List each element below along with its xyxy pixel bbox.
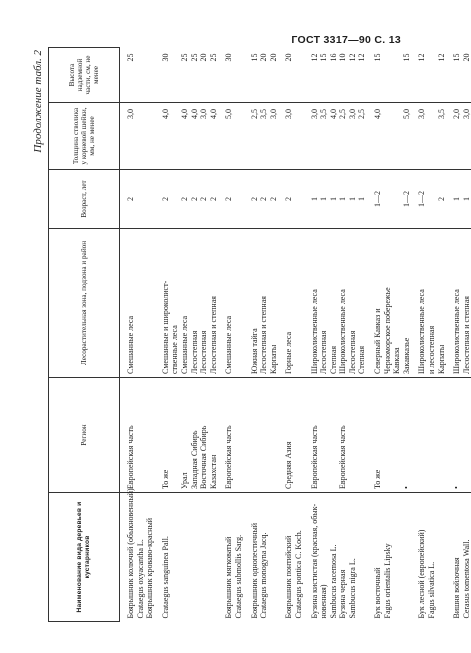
cell-zone: Смешанные леса: [126, 229, 136, 378]
cell-diameter: 2,0: [452, 103, 462, 170]
cell-region: Европейская часть: [310, 378, 320, 493]
cell-diameter: [234, 103, 244, 170]
cell-height: 25: [190, 48, 200, 103]
table-row: [417, 48, 427, 622]
cell-zone: [234, 229, 244, 378]
cell-age: 2: [284, 170, 294, 229]
cell-species: Боярышник понтийский: [284, 535, 294, 619]
cell-species: Crataegus oxyacantha L.: [135, 539, 145, 619]
table-body: [120, 48, 471, 622]
table-row: [234, 48, 244, 622]
cell-species: Бузина черная: [338, 569, 348, 619]
cell-species: Crataegus sanguinea Pall.: [160, 536, 170, 619]
cell-species: Crataegus monogyna Jacq.: [259, 532, 269, 619]
cell-height: 15: [402, 48, 412, 103]
cell-species: Бук восточный: [373, 567, 383, 619]
cell-diameter: [383, 103, 393, 170]
cell-height: 12: [417, 48, 427, 103]
table-row: [145, 48, 155, 622]
table-row: [190, 48, 200, 622]
cell-species: Боярышник колючий (обыкновенный): [126, 488, 135, 619]
cell-zone: [294, 229, 304, 378]
cell-region: [259, 378, 269, 493]
cell-region: [383, 378, 393, 493]
cell-region: •: [452, 378, 462, 493]
cell-species: Fagus orientalis Lipsky: [382, 543, 392, 619]
table-row: [224, 48, 234, 622]
cell-diameter: 3,0: [348, 103, 358, 170]
cell-height: 20: [284, 48, 294, 103]
cell-region: Западная Сибирь: [190, 378, 200, 493]
cell-species: [269, 493, 279, 622]
table-row: [319, 48, 329, 622]
cell-age: 1—2: [373, 170, 383, 229]
cell-zone: ственные леса: [170, 229, 180, 378]
cell-height: [136, 48, 146, 103]
cell-age: 2: [199, 170, 209, 229]
cell-species: Боярышник мягковатый: [224, 536, 234, 619]
cell-diameter: 3,0: [284, 103, 294, 170]
table-row: [452, 48, 462, 622]
column-header-height: Высота надземной части, см, не менее: [49, 48, 120, 103]
cell-species: Crataegus pontica C. Koch.: [293, 530, 303, 619]
cell-species: Crataegus submollis Sarg.: [233, 534, 243, 619]
cell-region: Европейская часть: [224, 378, 234, 493]
cell-age: 1: [452, 170, 462, 229]
cell-zone: и лесостепная: [427, 229, 437, 378]
cell-species: Sambucus nigra L.: [347, 558, 357, 619]
cell-height: 30: [224, 48, 234, 103]
cell-age: 2: [126, 170, 136, 229]
cell-region: •: [402, 378, 412, 493]
cell-region: [392, 378, 402, 493]
column-header-diameter: Толщина стволика у корневой шейки, мм, не менее: [49, 103, 120, 170]
cell-age: [427, 170, 437, 229]
table-row: [383, 48, 393, 622]
cell-species: Fagus silvatica L.: [427, 561, 437, 619]
cell-species: Вишня войлочная: [452, 557, 462, 619]
table-row: [294, 48, 304, 622]
cell-age: [294, 170, 304, 229]
cell-age: 2: [259, 170, 269, 229]
cell-diameter: [136, 103, 146, 170]
cell-height: 15: [373, 48, 383, 103]
cell-region: [294, 378, 304, 493]
cell-age: 2: [209, 170, 219, 229]
cell-zone: Лесостепная и степная: [259, 229, 269, 378]
cell-zone: Широколиственные леса: [417, 229, 427, 378]
cell-zone: Горные леса: [284, 229, 294, 378]
cell-height: [145, 48, 155, 103]
species-table: [48, 47, 471, 622]
cell-diameter: 3,0: [199, 103, 209, 170]
cell-region: [136, 378, 146, 493]
table-row: [161, 48, 171, 622]
cell-species: [392, 493, 402, 622]
table-row: [269, 48, 279, 622]
cell-height: 10: [338, 48, 348, 103]
cell-diameter: 4,0: [329, 103, 339, 170]
cell-zone: Степная: [329, 229, 339, 378]
cell-region: [437, 378, 447, 493]
table-row: [402, 48, 412, 622]
cell-height: 20: [269, 48, 279, 103]
cell-species: Боярышник однопестичный: [249, 522, 259, 619]
cell-age: 1: [357, 170, 367, 229]
cell-diameter: 3,0: [417, 103, 427, 170]
cell-zone: Лесостепная: [348, 229, 358, 378]
cell-age: [383, 170, 393, 229]
table-row: [338, 48, 348, 622]
cell-region: [145, 378, 155, 493]
table-row: [373, 48, 383, 622]
cell-species: [199, 493, 209, 622]
cell-height: 12: [310, 48, 320, 103]
cell-diameter: 5,0: [402, 103, 412, 170]
cell-height: 20: [199, 48, 209, 103]
cell-species: новенная): [319, 584, 329, 619]
cell-diameter: 4,0: [180, 103, 190, 170]
table-row: [437, 48, 447, 622]
cell-diameter: 3,5: [437, 103, 447, 170]
cell-height: 25: [209, 48, 219, 103]
cell-zone: Лесостепная и степная: [462, 229, 471, 378]
cell-diameter: 2,5: [338, 103, 348, 170]
table-row: [427, 48, 437, 622]
cell-zone: Смешанные леса: [224, 229, 234, 378]
cell-zone: Лесостепная: [199, 229, 209, 378]
cell-height: 15: [250, 48, 260, 103]
cell-species: Cerasus tomentosa Wall.: [461, 539, 471, 619]
cell-region: Европейская часть: [126, 378, 136, 493]
cell-species: [209, 493, 219, 622]
cell-age: [392, 170, 402, 229]
cell-zone: Лесостепная: [319, 229, 329, 378]
cell-region: [250, 378, 260, 493]
cell-region: [234, 378, 244, 493]
cell-zone: Северный Кавказ и: [373, 229, 383, 378]
rotated-page-content: [32, 50, 471, 622]
cell-height: [392, 48, 402, 103]
cell-diameter: 4,0: [209, 103, 219, 170]
cell-species: Бузина кистистая (красная, обык-: [309, 503, 319, 619]
cell-height: 25: [126, 48, 136, 103]
table-row: [170, 48, 180, 622]
cell-age: [234, 170, 244, 229]
cell-region: То же: [161, 378, 171, 493]
table-row: [392, 48, 402, 622]
table-row: [209, 48, 219, 622]
cell-age: 1: [310, 170, 320, 229]
cell-zone: Степная: [357, 229, 367, 378]
cell-age: 2: [437, 170, 447, 229]
cell-region: [319, 378, 329, 493]
cell-age: 2: [224, 170, 234, 229]
cell-region: [357, 378, 367, 493]
cell-zone: Широколиственные леса: [452, 229, 462, 378]
cell-zone: Широколиственные леса: [310, 229, 320, 378]
cell-species: Sambucus racemosa L.: [328, 544, 338, 619]
cell-height: 12: [348, 48, 358, 103]
cell-species: [170, 493, 180, 622]
cell-zone: Карпаты: [269, 229, 279, 378]
cell-diameter: 3,5: [259, 103, 269, 170]
page-header: ГОСТ 3317—90 С. 13: [291, 34, 401, 46]
table-row: [462, 48, 471, 622]
cell-height: 20: [259, 48, 269, 103]
cell-age: 1: [348, 170, 358, 229]
table-row: [310, 48, 320, 622]
cell-zone: [145, 229, 155, 378]
cell-age: 2: [180, 170, 190, 229]
cell-zone: Лесостепная и степная: [209, 229, 219, 378]
cell-region: Казахстан: [209, 378, 219, 493]
cell-zone: Лесостепная: [190, 229, 200, 378]
cell-region: [269, 378, 279, 493]
cell-diameter: [427, 103, 437, 170]
cell-species: [180, 493, 190, 622]
cell-region: [427, 378, 437, 493]
cell-region: [462, 378, 471, 493]
cell-region: Европейская часть: [338, 378, 348, 493]
cell-diameter: 4,0: [373, 103, 383, 170]
cell-age: 1: [319, 170, 329, 229]
table-row: [348, 48, 358, 622]
cell-diameter: 4,0: [190, 103, 200, 170]
cell-region: [329, 378, 339, 493]
cell-region: Восточная Сибирь: [199, 378, 209, 493]
cell-height: [234, 48, 244, 103]
cell-diameter: [145, 103, 155, 170]
cell-age: 1: [338, 170, 348, 229]
cell-height: 30: [161, 48, 171, 103]
table-row: [136, 48, 146, 622]
cell-diameter: 5,0: [224, 103, 234, 170]
table-continuation-label: Продолжение табл. 2: [32, 50, 44, 153]
cell-diameter: 4,0: [161, 103, 171, 170]
table-row: [259, 48, 269, 622]
column-header-zone: Лесорастительная зона, подзона и район: [49, 229, 120, 378]
cell-diameter: [392, 103, 402, 170]
cell-zone: Широколиственные леса: [338, 229, 348, 378]
cell-zone: Карпаты: [437, 229, 447, 378]
table-row: [180, 48, 190, 622]
cell-height: [294, 48, 304, 103]
table-row: [250, 48, 260, 622]
cell-diameter: 2,5: [357, 103, 367, 170]
cell-zone: Черноморское побережье: [383, 229, 393, 378]
cell-region: Средняя Азия: [284, 378, 294, 493]
cell-species: [190, 493, 200, 622]
cell-height: [427, 48, 437, 103]
table-row: [126, 48, 136, 622]
cell-diameter: 2,5: [250, 103, 260, 170]
cell-age: [136, 170, 146, 229]
cell-age: 2: [190, 170, 200, 229]
cell-age: 2: [269, 170, 279, 229]
cell-diameter: 3,0: [462, 103, 471, 170]
cell-zone: Южная тайга: [250, 229, 260, 378]
cell-age: [170, 170, 180, 229]
table-header-row: [49, 48, 120, 622]
cell-age: 1: [329, 170, 339, 229]
cell-zone: Кавказа: [392, 229, 402, 378]
cell-height: 15: [452, 48, 462, 103]
cell-region: [170, 378, 180, 493]
cell-zone: Смешанные леса: [180, 229, 190, 378]
table-row: [357, 48, 367, 622]
table-row: [329, 48, 339, 622]
cell-age: 2: [161, 170, 171, 229]
cell-height: 15: [319, 48, 329, 103]
cell-region: То же: [373, 378, 383, 493]
cell-age: 1: [462, 170, 471, 229]
cell-diameter: 3,0: [126, 103, 136, 170]
cell-age: 2: [250, 170, 260, 229]
cell-region: [348, 378, 358, 493]
cell-height: [383, 48, 393, 103]
cell-zone: Закавказье: [402, 229, 412, 378]
cell-age: 1—2: [417, 170, 427, 229]
cell-age: [145, 170, 155, 229]
cell-diameter: [294, 103, 304, 170]
table-row: [199, 48, 209, 622]
cell-height: 12: [357, 48, 367, 103]
column-header-age: Возраст, лет: [49, 170, 120, 229]
cell-height: 20: [462, 48, 471, 103]
cell-height: 12: [437, 48, 447, 103]
cell-zone: [136, 229, 146, 378]
cell-species: [357, 493, 367, 622]
cell-height: [170, 48, 180, 103]
cell-zone: Смешанные и широколист-: [161, 229, 171, 378]
cell-diameter: [170, 103, 180, 170]
cell-species: Бук лесной (европейский): [417, 529, 427, 619]
column-header-species: Наименование вида деревьев и кустарников: [49, 493, 120, 622]
cell-species: [437, 493, 447, 622]
cell-height: 16: [329, 48, 339, 103]
cell-age: 1—2: [402, 170, 412, 229]
cell-species: [402, 493, 412, 622]
cell-diameter: 3,5: [319, 103, 329, 170]
column-header-region: Регион: [49, 378, 120, 493]
cell-species: Боярышник кроваво-красный: [145, 517, 155, 619]
cell-region: Урал: [180, 378, 190, 493]
cell-diameter: 3,0: [269, 103, 279, 170]
cell-diameter: 3,0: [310, 103, 320, 170]
cell-height: 25: [180, 48, 190, 103]
cell-region: [417, 378, 427, 493]
table-row: [284, 48, 294, 622]
